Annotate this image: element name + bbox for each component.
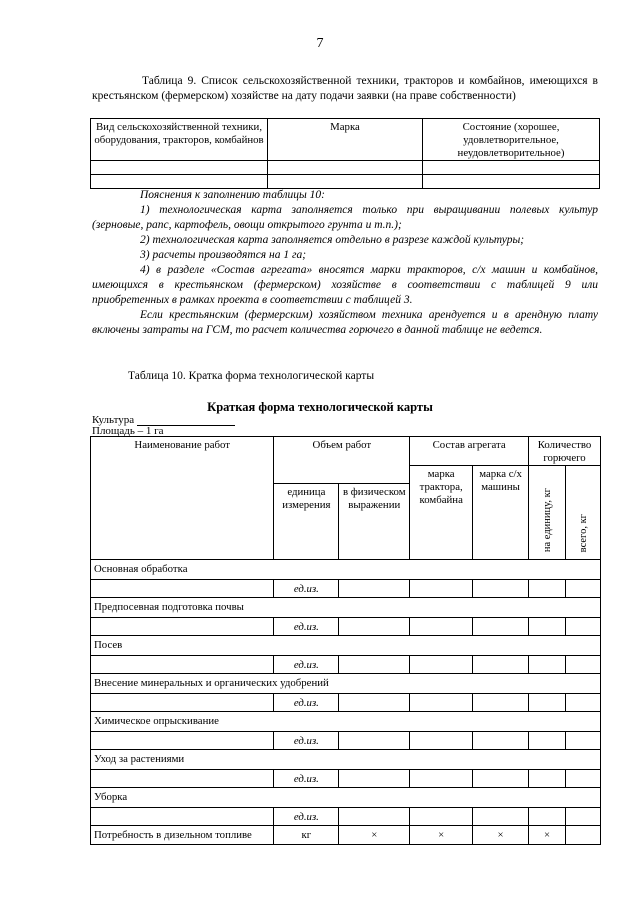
empty-cell [339,580,410,598]
empty-cell [91,694,274,712]
note-2: 2) технологическая карта заполняется отдельно в разрезе каждой культуры; [140,234,525,246]
header-works: Наименование работ [91,437,274,560]
work-row [91,808,601,826]
note-1: 1) технологическая карта заполняется только при выращивании полевых культур (зерновые, рапс, картофель, овощи открытого грунта и т.п.); [92,204,598,231]
empty-cell [566,618,601,636]
work-row [91,770,601,788]
unit-cell: ед.из. [274,656,339,674]
header-fuel-per-unit: на единицу, кг [529,466,566,560]
unit-cell: ед.из. [274,808,339,826]
empty-cell [566,732,601,750]
section-title: Основная обработка [91,560,601,580]
section-title: Химическое опрыскивание [91,712,601,732]
diesel-row [91,826,601,845]
work-row [91,580,601,598]
section-title: Посев [91,636,601,656]
work-row [91,656,601,674]
empty-cell [473,770,529,788]
note-4: 4) в разделе «Состав агрегата» вносятся марки тракторов, с/х машин и комбайнов, имеющихся в крестьянском (фермерском) хозяйстве в соответствии с таблицей 9 или приобретенных в рамках проекта в соответствии с таблицей 3. [92,264,598,306]
empty-cell [566,826,601,845]
table9-header-condition: Состояние (хорошее, удовлетворительное, неудовлетворительное) [423,119,600,161]
empty-cell [473,656,529,674]
unit-cell: ед.из. [274,694,339,712]
section-row [91,636,601,656]
unit-cell: ед.из. [274,732,339,750]
section-row [91,674,601,694]
work-row [91,694,601,712]
empty-cell [91,770,274,788]
empty-cell [339,732,410,750]
empty-cell [473,580,529,598]
empty-cell [339,618,410,636]
empty-cell [529,580,566,598]
header-measure-unit: единица измерения [274,484,339,560]
section-title: Уход за растениями [91,750,601,770]
header-unit-composition: Состав агрегата [410,437,529,466]
unit-cell: ед.из. [274,618,339,636]
table9-row [91,161,600,175]
table10-caption: Таблица 10. Кратка форма технологической карты [128,370,375,382]
cross-mark: × [529,826,566,845]
table9 [90,118,600,189]
empty-cell [339,694,410,712]
card-title: Краткая форма технологической карты [207,400,433,414]
empty-cell [91,656,274,674]
empty-cell [410,808,473,826]
empty-cell [91,732,274,750]
notes-title: Пояснения к заполнению таблицы 10: [140,189,326,201]
cross-mark: × [339,826,410,845]
work-row [91,618,601,636]
empty-cell [529,808,566,826]
empty-cell [410,694,473,712]
empty-cell [339,770,410,788]
note-5: Если крестьянским (фермерским) хозяйством техника арендуется и в арендную плату включены затраты на ГСМ, то расчет количества горючего в данной таблице не ведется. [92,309,598,336]
cross-mark: × [410,826,473,845]
header-tractor: марка трактора, комбайна [410,466,473,560]
table9-caption: Таблица 9. Список сельскохозяйственной техники, тракторов и комбайнов, имеющихся в крестьянском (фермерском) хозяйстве на дату подачи заявки (на праве собственности) [92,75,598,102]
empty-cell [410,618,473,636]
cross-mark: × [473,826,529,845]
table9-header-type: Вид сельскохозяйственной техники, оборудования, тракторов, комбайнов [91,119,268,161]
empty-cell [529,618,566,636]
empty-cell [410,732,473,750]
empty-cell [529,656,566,674]
header-fuel-total: всего, кг [566,466,601,560]
empty-cell [566,580,601,598]
empty-cell [91,618,274,636]
empty-cell [91,808,274,826]
header-fuel: Количество горючего [529,437,601,466]
empty-cell [410,770,473,788]
empty-cell [473,694,529,712]
empty-cell [529,770,566,788]
area-label: Площадь – 1 га [92,425,164,437]
empty-cell [566,808,601,826]
section-title: Внесение минеральных и органических удобрений [91,674,601,694]
section-row [91,560,601,580]
section-row [91,598,601,618]
work-row [91,732,601,750]
empty-cell [473,618,529,636]
table9-header-brand: Марка [268,119,423,161]
header-physical: в физическом выражении [339,484,410,560]
empty-cell [566,656,601,674]
header-machine: марка с/х машины [473,466,529,560]
table9-row [91,175,600,189]
empty-cell [339,656,410,674]
empty-cell [529,694,566,712]
section-row [91,712,601,732]
empty-cell [529,732,566,750]
culture-label: Культура [92,414,135,426]
table10 [90,436,601,845]
empty-cell [566,694,601,712]
unit-cell: ед.из. [274,580,339,598]
empty-cell [339,808,410,826]
empty-cell [566,770,601,788]
empty-cell [473,808,529,826]
page-number: 7 [316,36,324,51]
header-volume: Объем работ [274,437,410,484]
notes-block [92,188,598,338]
empty-cell [410,580,473,598]
empty-cell [91,580,274,598]
empty-cell [410,656,473,674]
empty-cell [473,732,529,750]
section-row [91,788,601,808]
diesel-unit: кг [274,826,339,845]
section-row [91,750,601,770]
diesel-label: Потребность в дизельном топливе [91,826,274,845]
note-3: 3) расчеты производятся на 1 га; [140,249,307,261]
unit-cell: ед.из. [274,770,339,788]
section-title: Предпосевная подготовка почвы [91,598,601,618]
section-title: Уборка [91,788,601,808]
